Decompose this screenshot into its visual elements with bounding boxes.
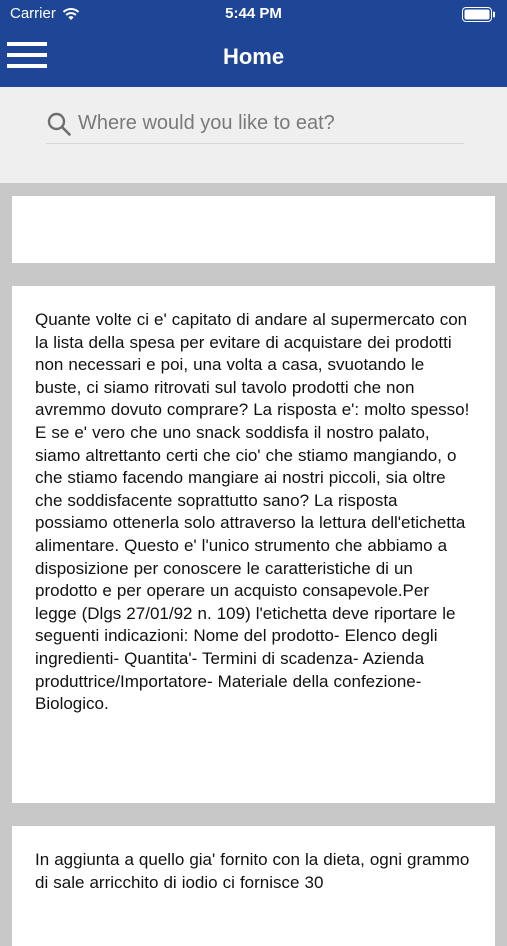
carrier-label: Carrier [10, 5, 56, 22]
article-card[interactable] [12, 286, 495, 803]
card-text: Quante volte ci e' capitato di andare al supermercato con la lista della spesa per evitare di acquistare dei prodotti non necessari e poi, una volta a casa, svuotando le buste, ci siamo ritrovati sul tavolo prodotti che non avremmo dovuto comprare? La risposta e': molto spesso! E se e' vero che uno snack soddisfa il nostro palato, siamo altrettanto certi che cio' che stiamo mangiando, o che stiamo facendo mangiare ai nostri piccoli, sia oltre che soddisfacente soprattutto sano? La risposta possiamo ottenerla solo attraverso la lettura dell'etichetta alimentare. Questo e' l'unico strumento che abbiamo a disposizione per conoscere le caratteristiche di un prodotto e per operare un acquisto consapevole.Per legge (Dlgs 27/01/92 n. 109) l'etichetta deve riportare le seguenti indicazioni: Nome del prodotto- Elenco degli ingredienti- Quantita'- Termini di scadenza- Azienda produttrice/Importatore- Materiale della confezione- Biologico. [35, 310, 470, 714]
article-card[interactable] [12, 826, 495, 946]
empty-card[interactable] [12, 196, 495, 263]
status-time: 5:44 PM [225, 5, 282, 22]
search-placeholder: Where would you like to eat? [78, 112, 335, 134]
card-text: In aggiunta a quello gia' fornito con la dieta, ogni grammo di sale arricchito di iodio ci fornisce 30 [35, 850, 470, 892]
page-title: Home [222, 44, 285, 69]
battery-icon [462, 7, 496, 22]
search-input[interactable] [46, 109, 464, 144]
search-icon [46, 111, 72, 137]
search-area [0, 87, 507, 183]
navigation-bar [0, 30, 507, 87]
status-bar [0, 0, 507, 30]
